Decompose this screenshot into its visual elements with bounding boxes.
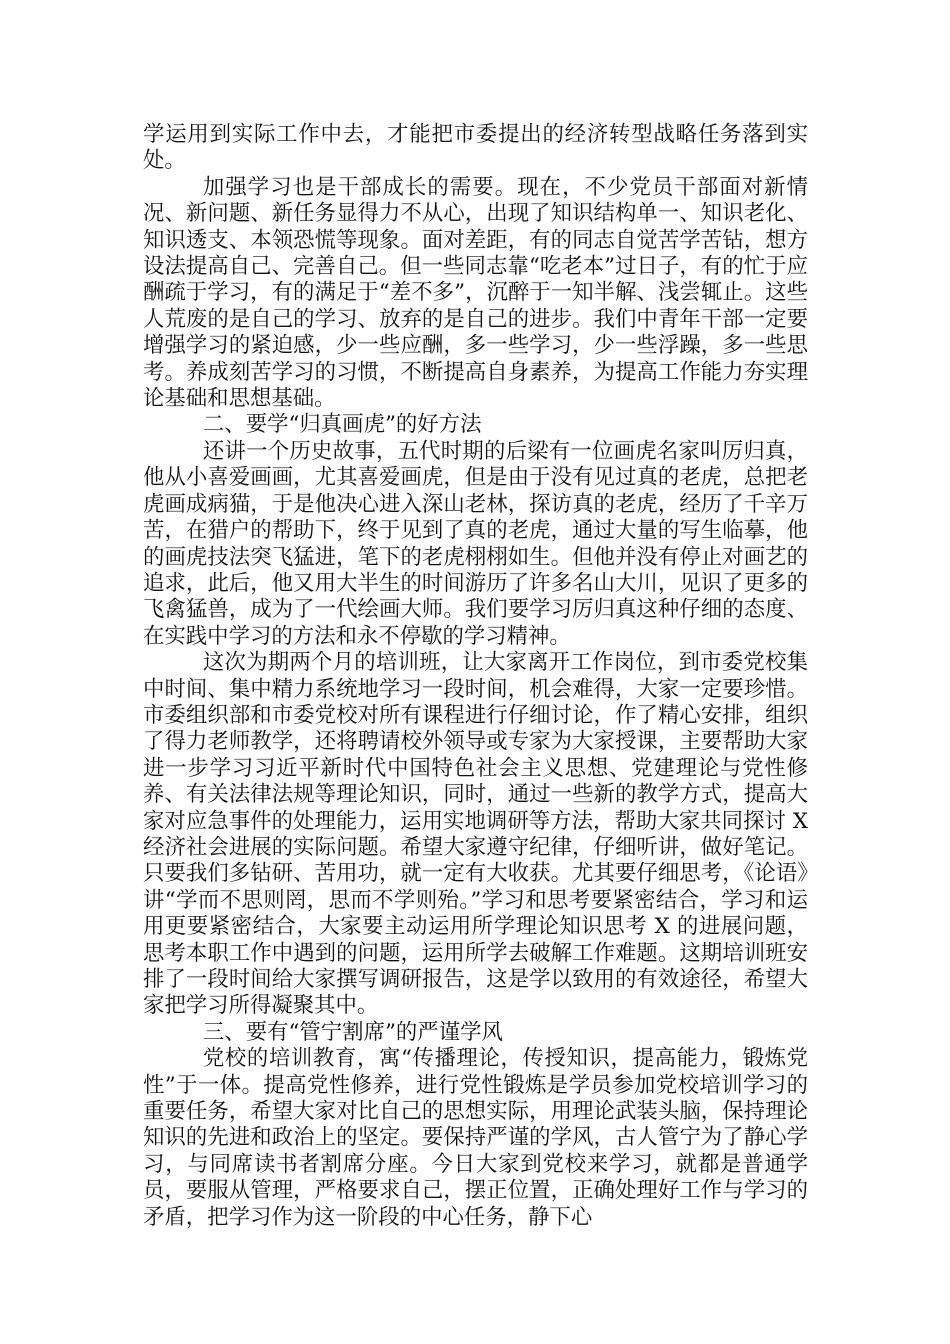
section-heading: 三、要有“管宁割席”的严谨学风 <box>202 1019 503 1045</box>
paragraph-body: 还讲一个历史故事，五代时期的后梁有一位画虎名家叫厉归真，他从小喜爱画画，尤其喜爱画虎，但是由于没有见过真的老虎，总把老虎画成病猫，于是他决心进入深山老林，探访真的老虎，经历了千辛万苦，在猎户的帮助下，终于见到了真的老虎，通过大量的写生临摹，他的画虎技法突飞猛进，笔下的老虎栩栩如生。但他并没有停止对画艺的追求，此后，他又用大半生的时间游历了许多名山大川，见识了更多的飞禽猛兽，成为了一代绘画大师。我们要学习厉归真这种仔细的态度、在实践中学习的方法和永不停歇的学习精神。 <box>143 438 808 649</box>
document-page <box>143 122 808 1231</box>
paragraph-continuation: 学运用到实际工作中去，才能把市委提出的经济转型战略任务落到实处。 <box>143 122 808 174</box>
paragraph-body: 这次为期两个月的培训班，让大家离开工作岗位，到市委党校集中时间、集中精力系统地学习一段时间，机会难得，大家一定要珍惜。市委组织部和市委党校对所有课程进行仔细讨论，作了精心安排，组织了得力老师教学，还将聘请校外领导或专家为大家授课，主要帮助大家进一步学习习近平新时代中国特色社会主义思想、党建理论与党性修养、有关法律法规等理论知识，同时，通过一些新的教学方式，提高大家对应急事件的处理能力，运用实地调研等方法，帮助大家共同探讨 X 经济社会进展的实际问题。希望大家遵守纪律，仔细听讲，做好笔记。只要我们多钻研、苦用功，就一定有大收获。尤其要仔细思考，《论语》讲“学而不思则罔，思而不学则殆。”学习和思考要紧密结合，学习和运用更要紧密结合，大家要主动运用所学理论知识思考 X 的进展问题，思考本职工作中遇到的问题，运用所学去破解工作难题。这期培训班安排了一段时间给大家撰写调研报告，这是学以致用的有效途径，希望大家把学习所得凝聚其中。 <box>143 650 808 1019</box>
section-heading: 二、要学“归真画虎”的好方法 <box>202 412 482 438</box>
paragraph-body: 加强学习也是干部成长的需要。现在，不少党员干部面对新情况、新问题、新任务显得力不从心，出现了知识结构单一、知识老化、知识透支、本领恐慌等现象。面对差距，有的同志自觉苦学苦钻，想方设法提高自己、完善自己。但一些同志靠“吃老本”过日子，有的忙于应酬疏于学习，有的满足于“差不多”，沉醉于一知半解、浅尝辄止。这些人荒废的是自己的学习、放弃的是自己的进步。我们中青年干部一定要增强学习的紧迫感，少一些应酬，多一些学习，少一些浮躁，多一些思考。养成刻苦学习的习惯，不断提高自身素养，为提高工作能力夯实理论基础和思想基础。 <box>143 174 808 412</box>
paragraph-body: 党校的培训教育，寓“传播理论，传授知识，提高能力，锻炼党性”于一体。提高党性修养，进行党性锻炼是学员参加党校培训学习的重要任务，希望大家对比自己的思想实际，用理论武装头脑，保持理论知识的先进和政治上的坚定。要保持严谨的学风，古人管宁为了静心学习，与同席读书者割席分座。今日大家到党校来学习，就都是普通学员，要服从管理，严格要求自己，摆正位置，正确处理好工作与学习的矛盾，把学习作为这一阶段的中心任务，静下心 <box>143 1046 808 1230</box>
